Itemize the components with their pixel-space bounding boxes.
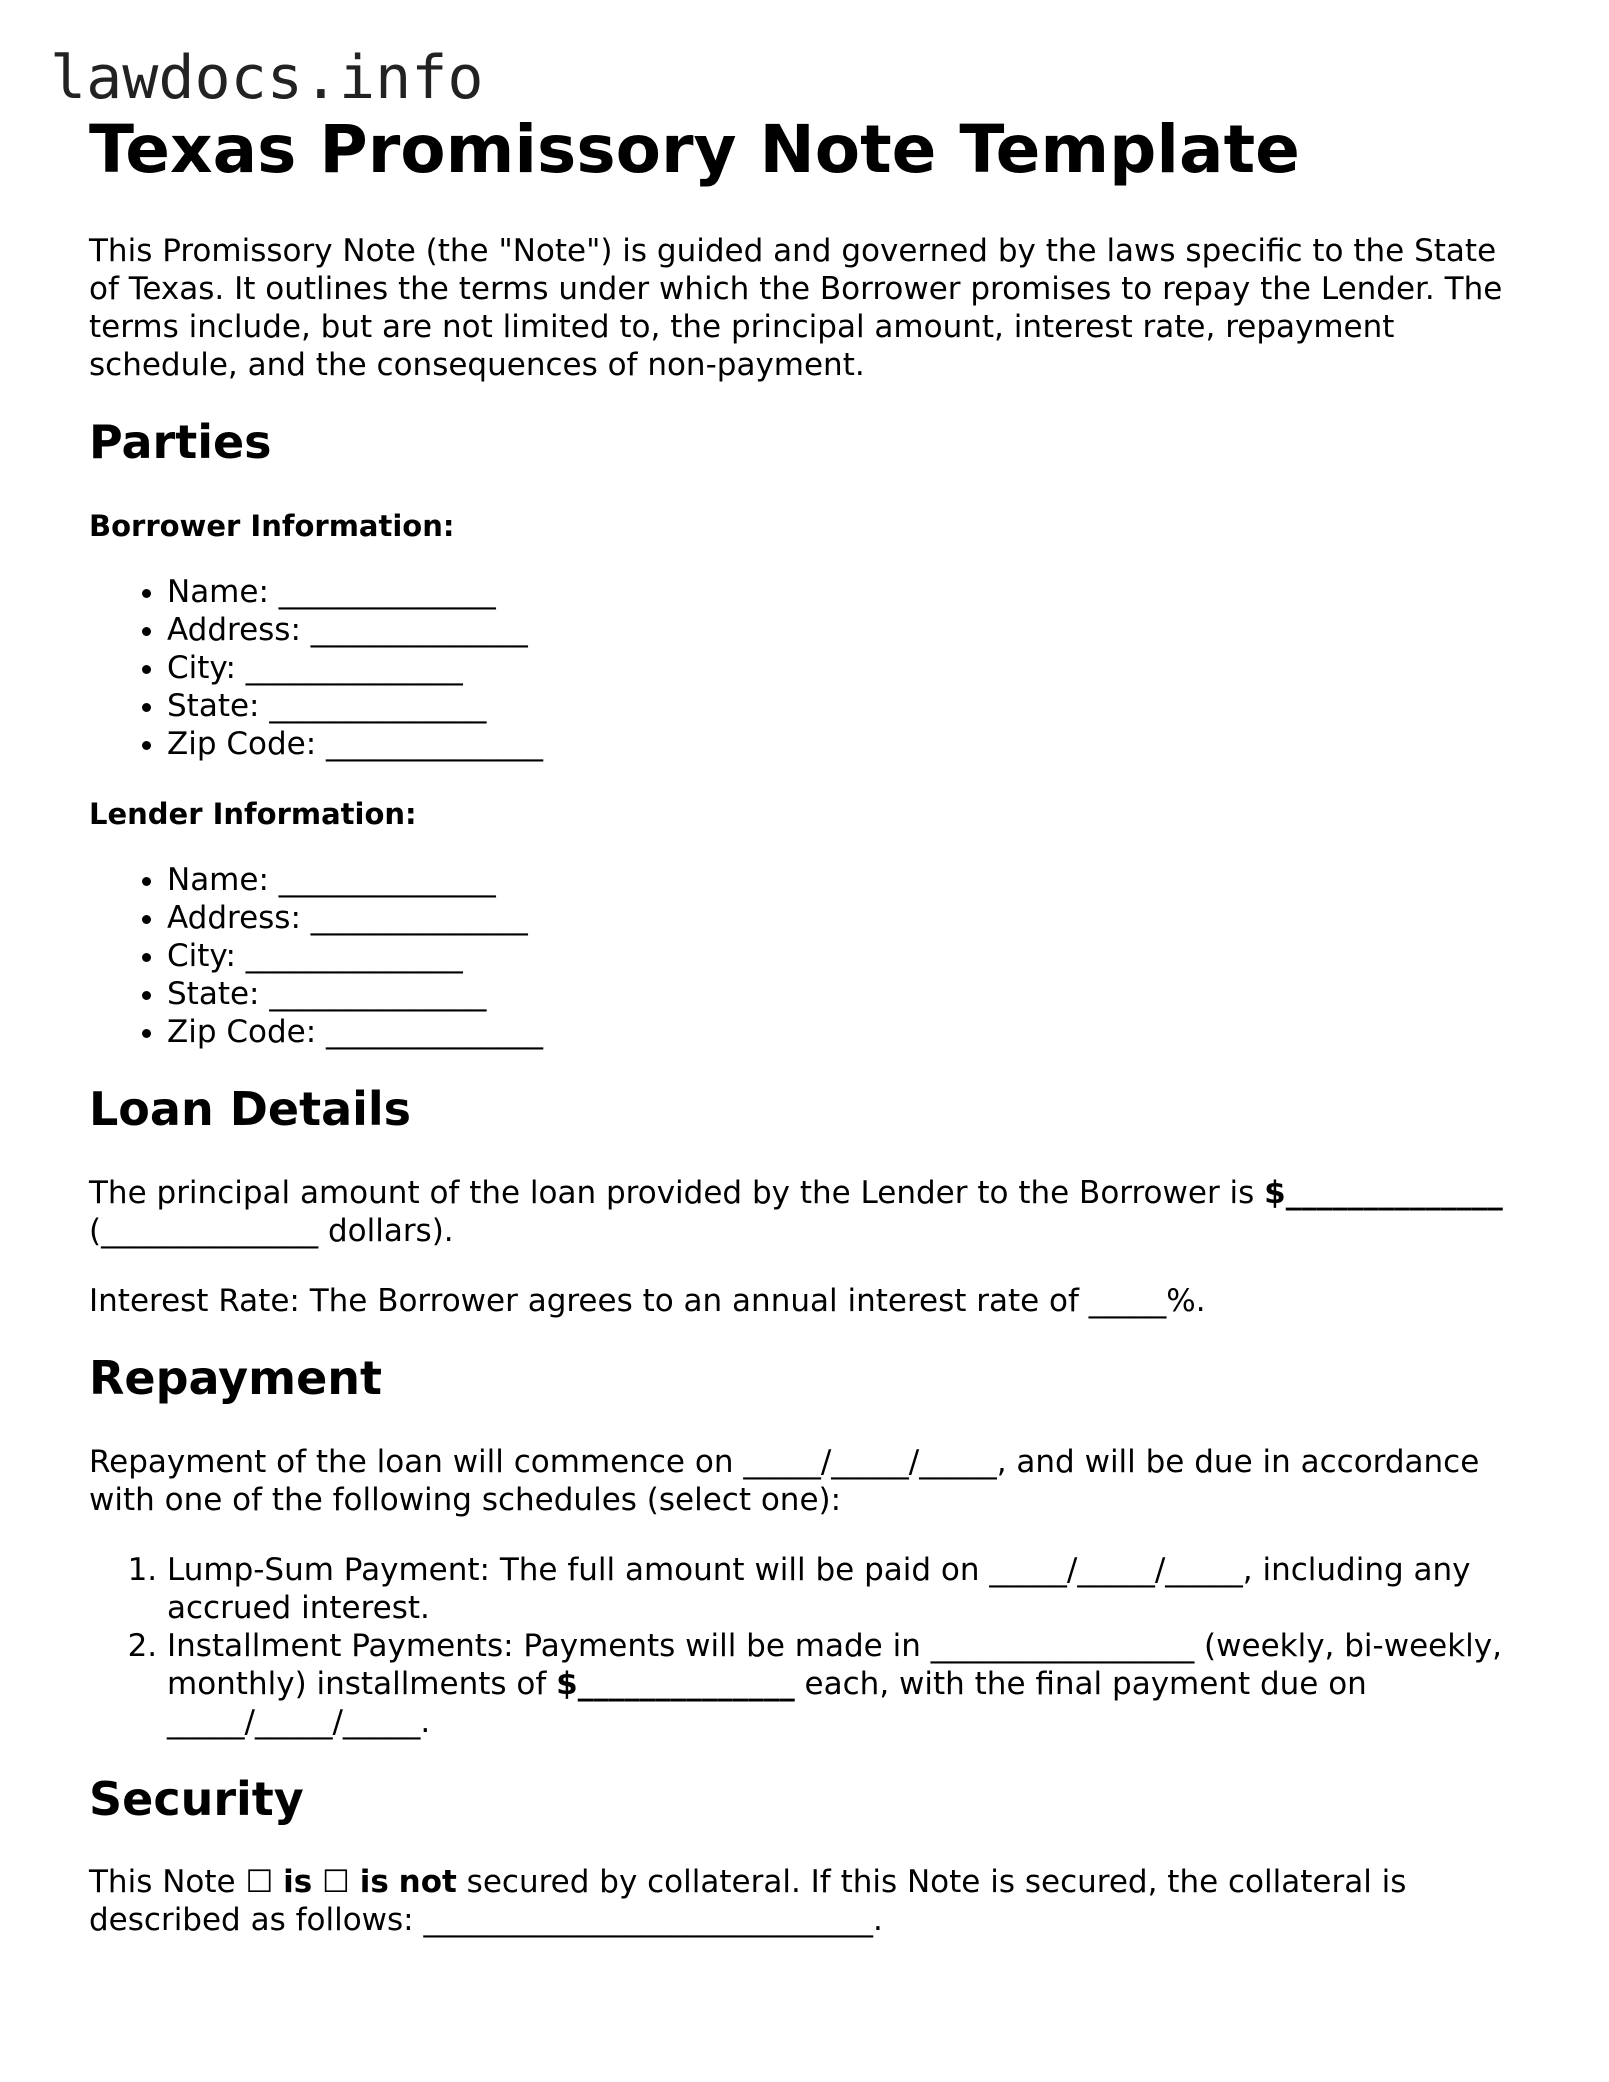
borrower-zip-field[interactable]: • Zip Code: ______________: [167, 725, 1529, 763]
lender-name-field[interactable]: • Name: ______________: [167, 861, 1529, 899]
security-text: This Note: [89, 1864, 246, 1901]
repayment-options-list: [89, 1551, 1529, 1741]
repayment-intro[interactable]: Repayment of the loan will commence on _____/_____/_____, and will be due in accordance with one of the following schedules (select one):: [89, 1443, 1480, 1518]
installment-amount-field[interactable]: $______________: [556, 1665, 795, 1702]
principal-paragraph: [89, 1174, 1529, 1250]
installment-text: Installment Payments: Payments will be made in _________________ (weekly, bi-weekly, monthly) installments of: [167, 1627, 1502, 1702]
is-not-label-not: not: [398, 1864, 457, 1901]
collateral-description-field[interactable]: secured by collateral. If this Note is secured, the collateral is described as follows: _____________________________.: [89, 1864, 1407, 1939]
security-paragraph: [89, 1863, 1529, 1939]
is-not-label-is: is: [359, 1864, 389, 1901]
site-watermark: lawdocs.info: [50, 43, 484, 113]
principal-amount-field[interactable]: $______________: [1264, 1174, 1503, 1211]
lump-sum-option[interactable]: 1. Lump-Sum Payment: The full amount will be paid on _____/_____/_____, including any accrued interest.: [167, 1551, 1529, 1627]
lender-city-field[interactable]: • City: ______________: [167, 937, 1529, 975]
document-title: Texas Promissory Note Template: [89, 111, 1300, 188]
principal-text: The principal amount of the loan provided by the Lender to the Borrower is: [89, 1174, 1265, 1211]
is-label: is: [283, 1864, 313, 1901]
not-secured-checkbox-icon[interactable]: ☐: [322, 1864, 350, 1901]
security-heading: Security: [89, 1771, 304, 1826]
lender-list: [89, 861, 1529, 1051]
repayment-heading: Repayment: [89, 1350, 383, 1405]
lender-zip-field[interactable]: • Zip Code: ______________: [167, 1013, 1529, 1051]
parties-heading: Parties: [89, 414, 272, 469]
lender-heading: Lender Information:: [89, 796, 417, 831]
lender-state-field[interactable]: • State: ______________: [167, 975, 1529, 1013]
borrower-address-field[interactable]: • Address: ______________: [167, 611, 1529, 649]
intro-paragraph: This Promissory Note (the "Note") is guided and governed by the laws specific to the State of Texas. It outlines the terms under which the Borrower promises to repay the Lender. The terms include, but are not limited to, the principal amount, interest rate, repayment schedule, and the consequences of non-payment.: [89, 232, 1503, 383]
installment-option[interactable]: [167, 1627, 1529, 1741]
borrower-name-field[interactable]: • Name: ______________: [167, 573, 1529, 611]
secured-checkbox-icon[interactable]: ☐: [245, 1864, 274, 1901]
loan-details-heading: Loan Details: [89, 1081, 412, 1136]
installment-final-date[interactable]: each, with the final payment due on _____/_____/_____.: [167, 1665, 1367, 1740]
borrower-state-field[interactable]: • State: ______________: [167, 687, 1529, 725]
borrower-heading: Borrower Information:: [89, 508, 455, 543]
document-body: [89, 112, 1529, 1971]
principal-words-field[interactable]: (______________ dollars).: [89, 1212, 454, 1249]
borrower-city-field[interactable]: • City: ______________: [167, 649, 1529, 687]
lender-address-field[interactable]: • Address: ______________: [167, 899, 1529, 937]
interest-rate-paragraph[interactable]: Interest Rate: The Borrower agrees to an annual interest rate of _____%.: [89, 1282, 1206, 1319]
borrower-list: [89, 573, 1529, 763]
